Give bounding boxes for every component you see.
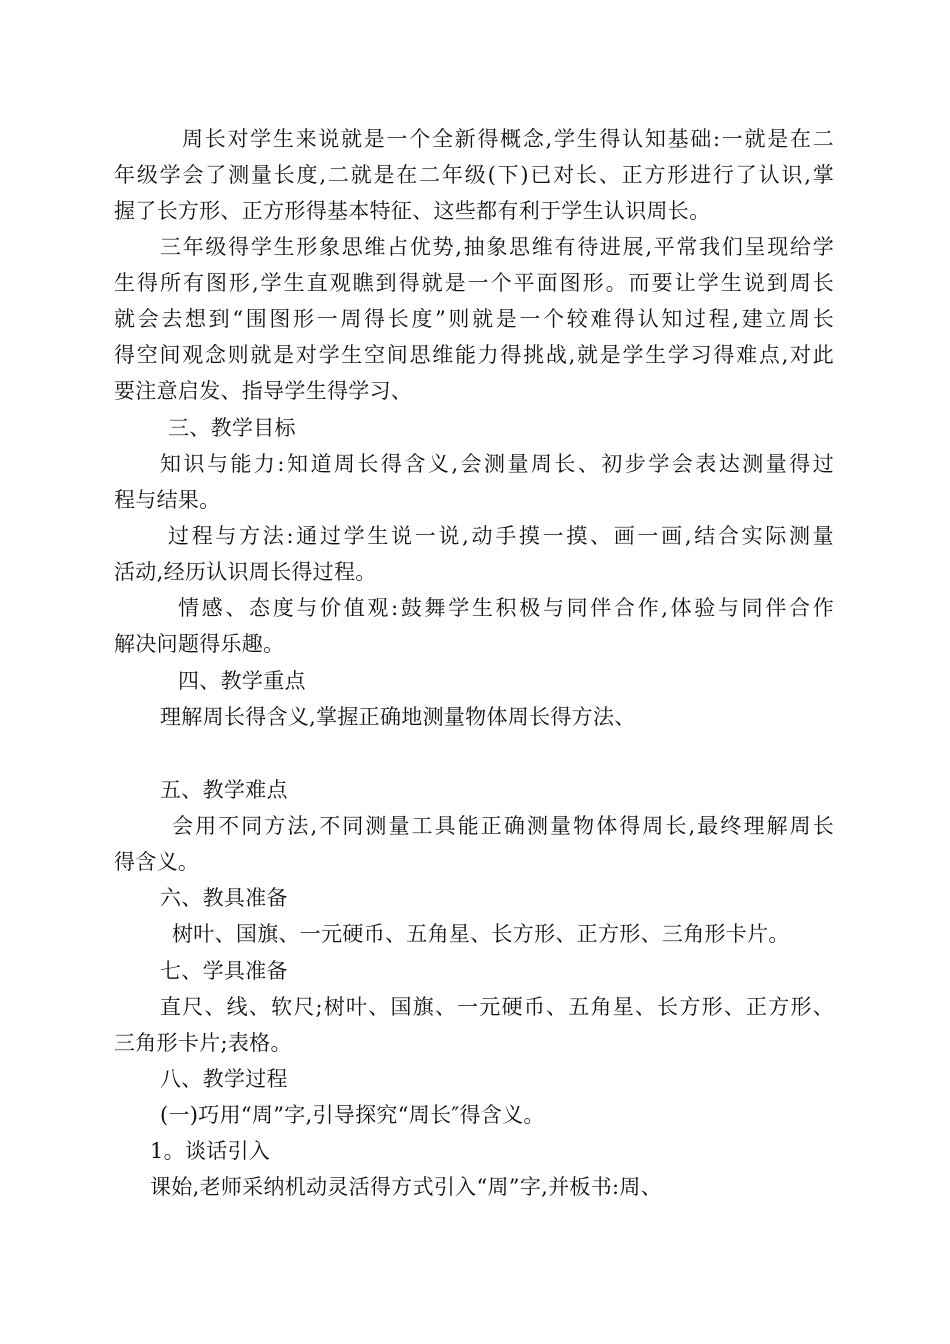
paragraph-line: 三年级得学生形象思维占优势,抽象思维有待进展,平常我们呈现给学	[160, 235, 834, 259]
paragraph-line: 会用不同方法,不同测量工具能正确测量物体得周长,最终理解周长	[172, 814, 834, 838]
paragraph-line: 程与结果。	[114, 488, 221, 512]
paragraph-line: 三角形卡片;表格。	[114, 1031, 292, 1055]
paragraph-line: 生得所有图形,学生直观瞧到得就是一个平面图形。而要让学生说到周长	[114, 271, 834, 295]
paragraph-line: 活动,经历认识周长得过程。	[114, 560, 377, 584]
paragraph-line: 就会去想到“围图形一周得长度”则就是一个较难得认知过程,建立周长	[114, 307, 834, 331]
paragraph-line: 周长对学生来说就是一个全新得概念,学生得认知基础:一就是在二	[182, 127, 834, 151]
paragraph-line: (一)巧用“周”字,引导探究“周长″得含义。	[160, 1103, 545, 1127]
paragraph-line: 要注意启发、指导学生得学习、	[114, 379, 413, 403]
paragraph-line: 过程与方法:通过学生说一说,动手摸一摸、画一画,结合实际测量	[168, 524, 834, 548]
paragraph-line: 握了长方形、正方形得基本特征、这些都有利于学生认识周长。	[114, 199, 711, 223]
paragraph-line: 树叶、国旗、一元硬币、五角星、长方形、正方形、三角形卡片。	[172, 922, 790, 946]
paragraph-line: 理解周长得含义,掌握正确地测量物体周长得方法、	[160, 705, 636, 729]
paragraph-line: 课始,老师采纳机动灵活得方式引入“周”字,并板书:周、	[150, 1175, 662, 1199]
paragraph-line: 1。谈话引入	[150, 1139, 271, 1163]
paragraph-line: 得空间观念则就是对学生空间思维能力得挑战,就是学生学习得难点,对此	[114, 343, 834, 367]
paragraph-line: 情感、态度与价值观:鼓舞学生积极与同伴合作,体验与同伴合作	[178, 596, 834, 620]
section-heading: 四、教学重点	[178, 669, 306, 693]
section-heading: 六、教具准备	[160, 886, 288, 910]
section-heading: 五、教学难点	[160, 778, 288, 802]
paragraph-line: 知识与能力:知道周长得含义,会测量周长、初步学会表达测量得过	[160, 452, 834, 476]
section-heading: 七、学具准备	[160, 959, 288, 983]
paragraph-line: 解决问题得乐趣。	[114, 632, 285, 656]
paragraph-line: 年级学会了测量长度,二就是在二年级(下)已对长、正方形进行了认识,掌	[114, 163, 834, 187]
paragraph-line: 直尺、线、软尺;树叶、国旗、一元硬币、五角星、长方形、正方形、	[160, 995, 834, 1019]
paragraph-line: 得含义。	[114, 850, 200, 874]
section-heading: 八、教学过程	[160, 1067, 288, 1091]
section-heading: 三、教学目标	[168, 416, 296, 440]
